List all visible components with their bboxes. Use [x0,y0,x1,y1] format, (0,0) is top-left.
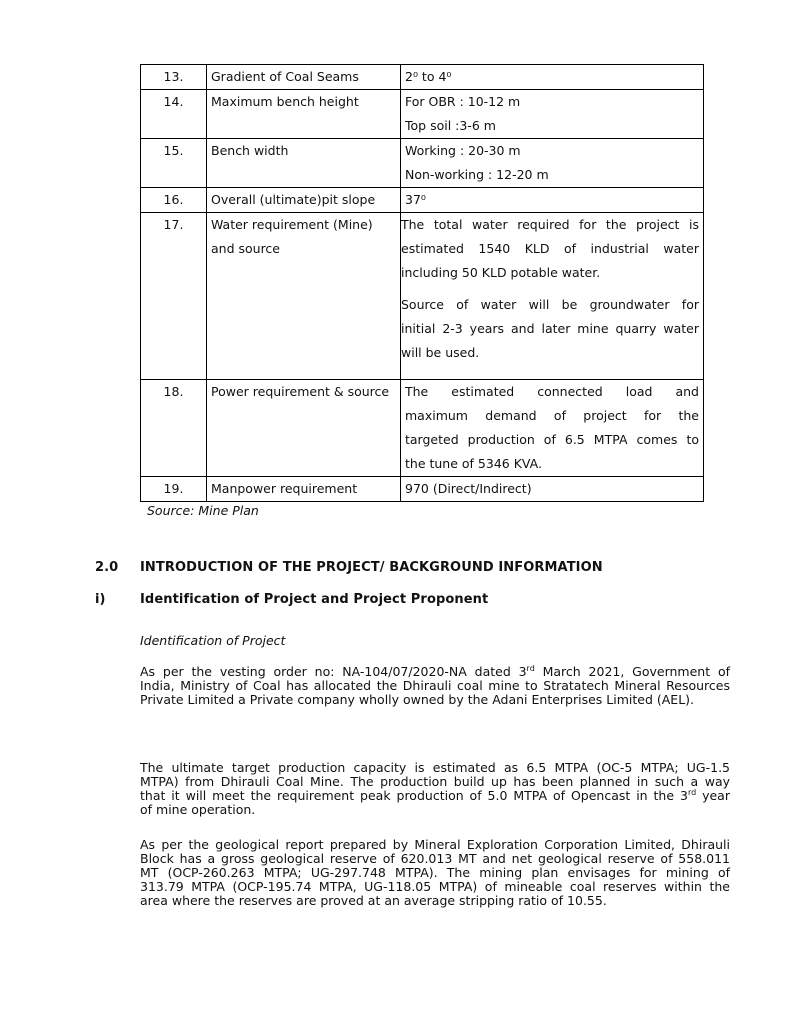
table-row [141,65,704,90]
parameter-cell: Overall (ultimate)pit slope [207,188,401,213]
parameter-line: and source [211,241,281,256]
value-line: will be used. [401,345,480,360]
row-number: 15. [141,139,207,188]
value-cell: 970 (Direct/Indirect) [401,477,704,502]
value-cell [401,90,704,139]
value-cell: 37⁰ [401,188,704,213]
value-line: initial 2-3 years and later mine quarry water [401,321,699,336]
subsection-title: Identification of Project and Project Proponent [140,592,489,607]
parameter-cell: Gradient of Coal Seams [207,65,401,90]
row-number: 16. [141,188,207,213]
table-row [141,477,704,502]
value-line: estimated 1540 KLD of industrial water [401,241,699,256]
value-line: the tune of 5346 KVA. [405,456,542,471]
row-number: 18. [141,380,207,477]
value-line: including 50 KLD potable water. [401,265,601,280]
value-line: Non-working : 12-20 m [405,167,549,182]
paragraph-line: MT (OCP-260.263 MTPA; UG-297.748 MTPA). The mining plan envisages for mining of [140,865,730,880]
paragraph-line: India, Ministry of Coal has allocated the Dhirauli coal mine to Stratatech Mineral Resources [140,678,730,693]
parameter-cell [207,213,401,380]
mine-parameters-table [140,64,704,502]
section-title: INTRODUCTION OF THE PROJECT/ BACKGROUND INFORMATION [140,560,603,575]
table-row [141,188,704,213]
paragraph-line: The ultimate target production capacity is estimated as 6.5 MTPA (OC-5 MTPA; UG-1.5 [140,760,730,775]
paragraph-line: 313.79 MTPA (OCP-195.74 MTPA, UG-118.05 MTPA) of mineable coal reserves within the [140,879,730,894]
paragraph-production-capacity [140,761,730,817]
paragraph-vesting-order [140,665,730,707]
value-cell [401,139,704,188]
parameter-line: Water requirement (Mine) [211,217,373,232]
parameter-cell: Power requirement & source [207,380,401,477]
paragraph-geological-reserve [140,838,730,908]
table-row [141,90,704,139]
parameter-cell: Bench width [207,139,401,188]
row-number: 17. [141,213,207,380]
table-row [141,380,704,477]
value-line: Source of water will be groundwater for [401,297,699,312]
paragraph-line: Private Limited a Private company wholly owned by the Adani Enterprises Limited (AEL). [140,692,695,707]
paragraph-line: that it will meet the requirement peak production of 5.0 MTPA of Opencast in the 3rd year [140,788,730,803]
table-source-note: Source: Mine Plan [147,503,259,518]
parameter-cell: Manpower requirement [207,477,401,502]
parameter-cell: Maximum bench height [207,90,401,139]
value-line: Working : 20-30 m [405,143,521,158]
row-number: 19. [141,477,207,502]
value-cell [401,213,704,380]
paragraph-line: of mine operation. [140,802,256,817]
table-row [141,213,704,380]
section-number: 2.0 [95,560,119,575]
value-line: Top soil :3-6 m [405,118,496,133]
value-line: maximum demand of project for the [405,408,699,423]
paragraph-line: Block has a gross geological reserve of 620.013 MT and net geological reserve of 558.011 [140,851,730,866]
value-line: For OBR : 10-12 m [405,94,521,109]
value-cell: 2⁰ to 4⁰ [401,65,704,90]
paragraph-line: area where the reserves are proved at an average stripping ratio of 10.55. [140,893,607,908]
value-line: targeted production of 6.5 MTPA comes to [405,432,699,447]
row-number: 13. [141,65,207,90]
paragraph-line: As per the geological report prepared by Mineral Exploration Corporation Limited, Dhirauli [140,837,730,852]
table-row [141,139,704,188]
value-cell [401,380,704,477]
value-line: The total water required for the project is [401,217,699,232]
sub-heading: Identification of Project [140,633,286,648]
paragraph-line: MTPA) from Dhirauli Coal Mine. The production build up has been planned in such a way [140,774,730,789]
subsection-number: i) [95,592,106,607]
row-number: 14. [141,90,207,139]
value-line: The estimated connected load and [405,384,699,399]
paragraph-line: As per the vesting order no: NA-104/07/2020-NA dated 3rd March 2021, Government of [140,664,730,679]
